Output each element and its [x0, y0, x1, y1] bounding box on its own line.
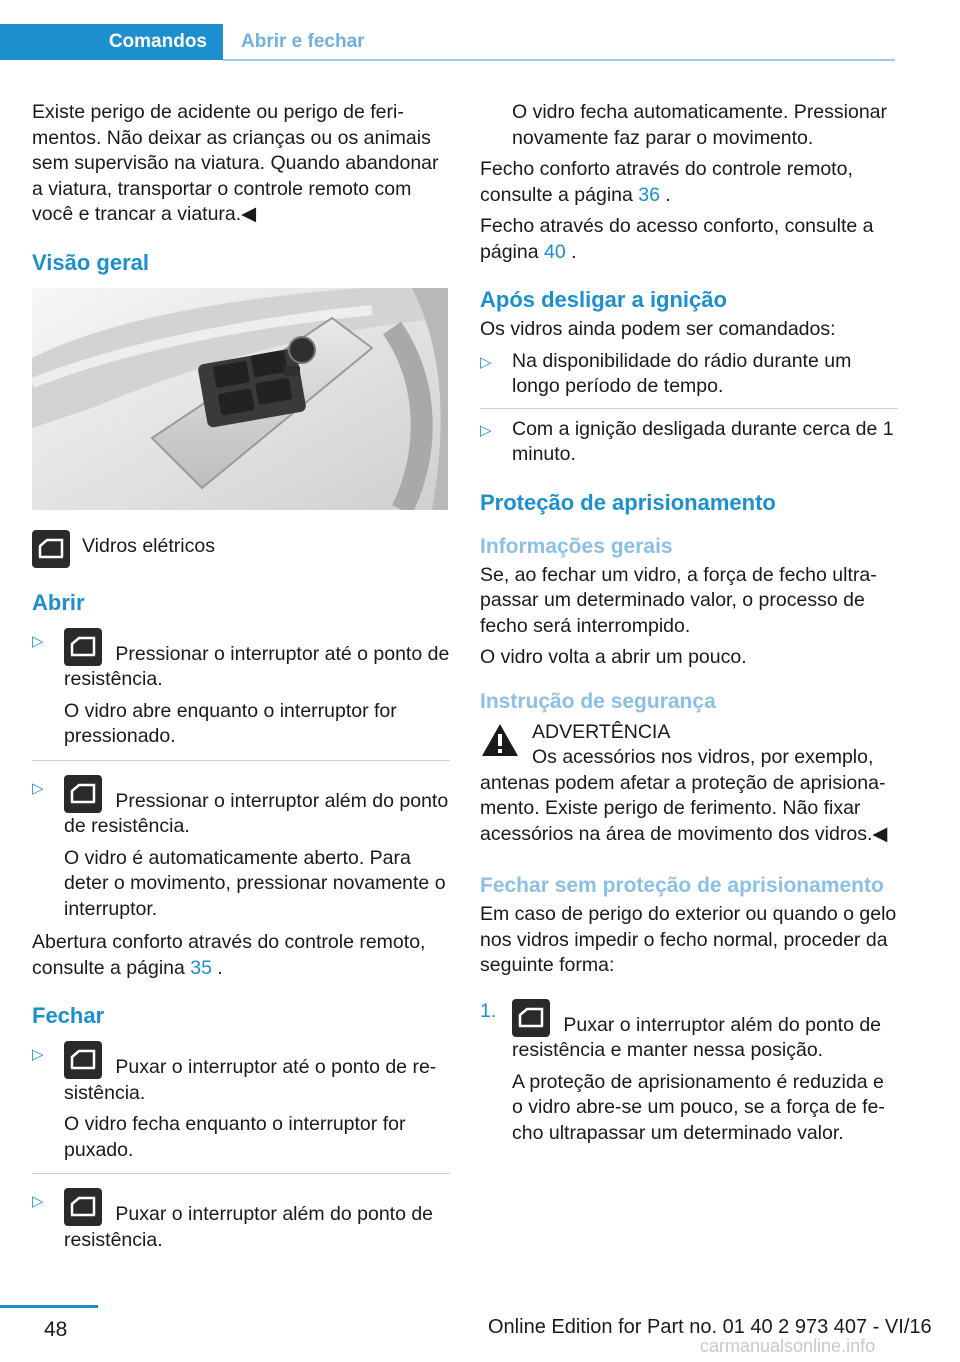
after-ignition-item-2: [480, 417, 898, 468]
page-link-40[interactable]: 40: [543, 240, 566, 263]
after-ignition-item-1-text: Na disponibilidade do rádio durante um longo período de tempo.: [512, 349, 852, 397]
divider: [32, 760, 450, 761]
open-heading: Abrir: [32, 589, 85, 615]
safety-heading: Instrução de segurança: [480, 689, 716, 713]
warning-text-a: Os acessórios nos vidros, por exemplo,: [532, 746, 874, 768]
step-number: 1.: [480, 999, 497, 1022]
header-tabs: [0, 24, 895, 62]
page-number: 48: [44, 1318, 68, 1341]
open-item-1-sub: O vidro abre enquanto o interruptor for pressionado.: [64, 699, 397, 747]
no-protection-text: Em caso de perigo do exterior ou quando o gelo nos vidros impedir o fecho normal, proceder da seguinte forma:: [480, 903, 897, 976]
triangle-right-icon: ▷: [32, 779, 44, 797]
close-item-1: [32, 1041, 450, 1163]
tab-comandos[interactable]: Comandos: [0, 24, 223, 60]
no-protection-heading: Fechar sem proteção de aprisionamento: [480, 874, 884, 897]
footer-rule: [0, 1305, 98, 1308]
intro-paragraph: Existe perigo de acidente ou perigo de ferimentos. Não deixar as crianças ou os animais sem supervisão na viatura. Quando abandonar a viatura, transportar o controle remoto com você e trancar a viatura.◀: [32, 101, 439, 225]
triangle-right-icon: ▷: [32, 632, 44, 650]
warning-title: ADVERTÊNCIA: [532, 720, 671, 743]
legend-window: [32, 530, 450, 568]
power-window-icon: [64, 1041, 102, 1079]
header-rule: [223, 59, 895, 61]
comfort-access-paragraph: Fecho através do acesso conforto, consulte a página 40 .: [480, 215, 874, 263]
close-item-1-text: Puxar o interruptor até o ponto de resistência.: [64, 1056, 437, 1104]
power-window-icon: [64, 628, 102, 666]
right-column: [480, 100, 898, 1154]
power-window-icon: [32, 530, 70, 568]
power-window-icon: [64, 1188, 102, 1226]
general-heading: Informações gerais: [480, 534, 673, 558]
watermark: carmanualsonline.info: [700, 1336, 876, 1356]
tab-abrir-e-fechar[interactable]: Abrir e fechar: [241, 31, 365, 52]
open-item-1: [32, 628, 450, 750]
general-text-1: Se, ao fechar um vidro, a força de fecho ultrapassar um determinado valor, o processo de fecho será interrompido.: [480, 563, 877, 637]
step-1-text: Puxar o interruptor além do ponto de resistência e manter nessa posição.: [512, 1013, 882, 1061]
after-ignition-intro: Os vidros ainda podem ser comandados:: [480, 318, 836, 340]
step-1: [480, 999, 898, 1147]
edition-text: Online Edition for Part no. 01 40 2 973 407 - VI/16: [488, 1316, 932, 1338]
divider: [480, 408, 898, 409]
triangle-right-icon: ▷: [32, 1193, 44, 1210]
divider: [32, 1173, 450, 1174]
left-column: [32, 100, 450, 1261]
after-ignition-heading: Após desligar a ignição: [480, 287, 727, 312]
open-item-1-text: Pressionar o interruptor até o ponto de resistência.: [64, 642, 450, 690]
comfort-access-text: Fecho através do acesso conforto, consulte a página: [480, 215, 874, 263]
triangle-right-icon: ▷: [480, 421, 492, 439]
legend-label: Vidros elétricos: [82, 534, 215, 557]
open-item-2-sub: O vidro é automaticamente aberto. Para deter o movimento, pressionar novamente o interruptor.: [64, 846, 446, 920]
overview-heading: Visão geral: [32, 249, 149, 275]
general-text-2: O vidro volta a abrir um pouco.: [480, 646, 747, 668]
close-item-2-sub: O vidro fecha automaticamente. Pressionar novamente faz parar o movimento.: [512, 101, 888, 149]
open-item-2: [32, 775, 450, 923]
comfort-open-paragraph: Abertura conforto através do controle remoto, consulte a página 35 .: [32, 931, 426, 979]
close-item-2: [32, 1188, 450, 1253]
triangle-right-icon: ▷: [480, 353, 492, 371]
door-switch-photo: [32, 288, 448, 510]
comfort-close-paragraph: Fecho conforto através do controle remoto, consulte a página 36 .: [480, 158, 853, 206]
warning-text-b: antenas podem afetar a proteção de aprisionamento. Existe perigo de ferimento. Não fixar acessórios na área de movimento dos vidros.◀: [480, 771, 888, 845]
warning-triangle-icon: [480, 722, 520, 758]
step-1-sub: A proteção de aprisionamento é reduzida e o vidro abre-se um pouco, se a força de fecho ultrapassar um determinado valor.: [512, 1070, 885, 1144]
protection-heading: Proteção de aprisionamento: [480, 489, 776, 515]
power-window-icon: [64, 775, 102, 813]
page-link-35[interactable]: 35: [190, 956, 212, 979]
warning-block: [480, 720, 898, 848]
comfort-open-text: Abertura conforto através do controle remoto, consulte a página: [32, 931, 426, 979]
after-ignition-item-1: [480, 349, 898, 400]
triangle-right-icon: ▷: [32, 1046, 44, 1063]
power-window-icon: [512, 999, 550, 1037]
page-link-36[interactable]: 36: [638, 183, 660, 206]
close-heading: Fechar: [32, 1003, 105, 1028]
close-item-1-sub: O vidro fecha enquanto o interruptor for puxado.: [64, 1113, 406, 1161]
comfort-close-text: Fecho conforto através do controle remoto, consulte a página: [480, 158, 853, 206]
close-item-2-text: Puxar o interruptor além do ponto de resistência.: [64, 1203, 434, 1251]
open-item-2-text: Pressionar o interruptor além do ponto de resistência.: [64, 789, 449, 837]
after-ignition-item-2-text: Com a ignição desligada durante cerca de 1 minuto.: [512, 417, 894, 465]
